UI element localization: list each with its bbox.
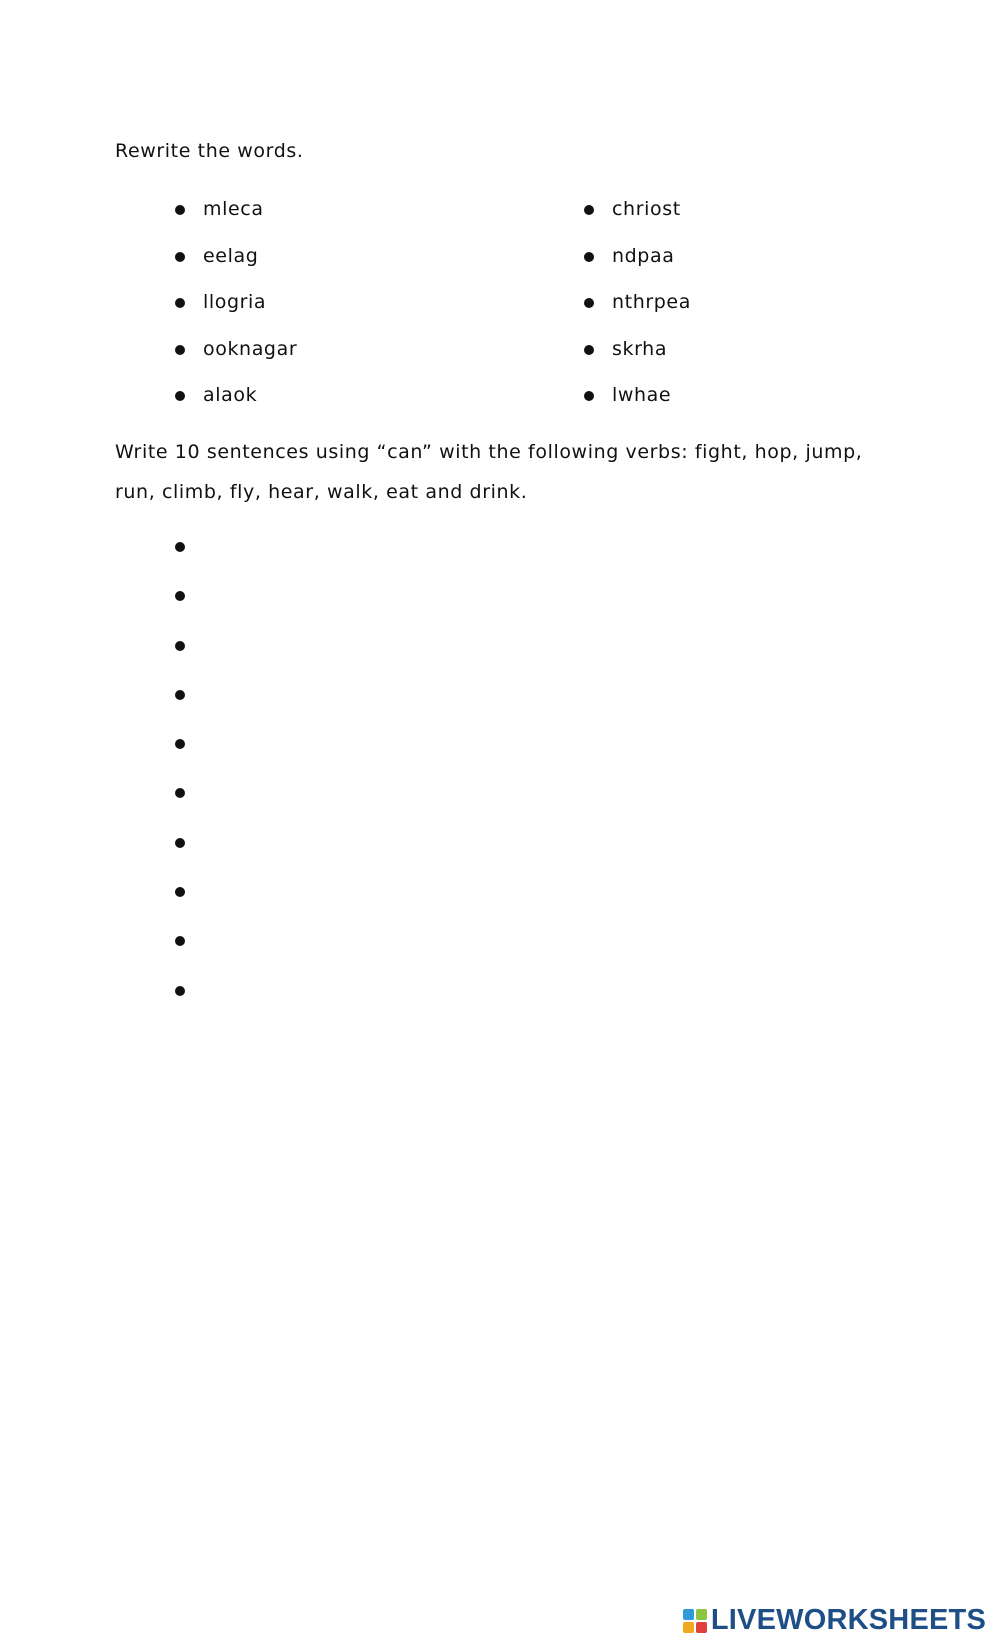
- word-item: [175, 279, 297, 326]
- bullet-icon: [584, 345, 594, 355]
- scrambled-word: eelag: [203, 244, 259, 267]
- scrambled-word: alaok: [203, 384, 258, 406]
- scrambled-word: nthrpea: [612, 291, 691, 313]
- liveworksheets-logo-icon: [683, 1609, 707, 1633]
- sentence-bullet-item: [175, 918, 185, 967]
- bullet-icon: [584, 252, 594, 262]
- bullet-icon: [175, 345, 185, 355]
- bullet-icon: [175, 641, 185, 651]
- word-list-left: [175, 186, 297, 419]
- brand-watermark: [683, 1604, 986, 1637]
- brand-name: LIVEWORKSHEETS: [710, 1604, 986, 1636]
- bullet-icon: [175, 887, 185, 897]
- sentence-bullet-item: [175, 869, 185, 918]
- bullet-icon: [175, 739, 185, 749]
- word-list-right: [584, 186, 691, 419]
- bullet-icon: [584, 391, 594, 401]
- sentence-bullet-item: [175, 623, 185, 672]
- word-item: [584, 326, 691, 373]
- sentence-bullet-item: [175, 573, 185, 622]
- word-item: [175, 372, 297, 419]
- scrambled-word: skrha: [612, 337, 668, 360]
- sentence-bullet-item: [175, 770, 185, 819]
- scrambled-word: llogria: [203, 291, 267, 313]
- sentence-bullet-item: [175, 672, 185, 721]
- word-item: [584, 279, 691, 326]
- rewrite-instruction: Rewrite the words.: [115, 140, 304, 162]
- word-item: [175, 186, 297, 233]
- sentence-bullet-item: [175, 721, 185, 770]
- bullet-icon: [175, 788, 185, 798]
- word-item: [175, 326, 297, 373]
- bullet-icon: [175, 542, 185, 552]
- word-item: [175, 233, 297, 280]
- bullet-icon: [175, 391, 185, 401]
- word-item: [584, 233, 691, 280]
- sentence-bullet-list: [175, 524, 185, 1017]
- scrambled-word: lwhae: [612, 384, 672, 406]
- scrambled-word: chriost: [612, 198, 681, 220]
- bullet-icon: [584, 205, 594, 215]
- word-item: [584, 186, 691, 233]
- bullet-icon: [584, 298, 594, 308]
- sentence-bullet-item: [175, 820, 185, 869]
- bullet-icon: [175, 591, 185, 601]
- scrambled-word: ooknagar: [203, 337, 298, 360]
- sentence-bullet-item: [175, 968, 185, 1017]
- bullet-icon: [175, 298, 185, 308]
- word-item: [584, 372, 691, 419]
- bullet-icon: [175, 838, 185, 848]
- sentence-bullet-item: [175, 524, 185, 573]
- bullet-icon: [175, 252, 185, 262]
- bullet-icon: [175, 936, 185, 946]
- scrambled-word: ndpaa: [612, 244, 675, 267]
- bullet-icon: [175, 205, 185, 215]
- sentences-instruction: Write 10 sentences using “can” with the following verbs: fight, hop, jump, run, climb, fly, hear, walk, eat and drink.: [115, 441, 863, 503]
- bullet-icon: [175, 986, 185, 996]
- scrambled-word: mleca: [203, 198, 264, 220]
- bullet-icon: [175, 690, 185, 700]
